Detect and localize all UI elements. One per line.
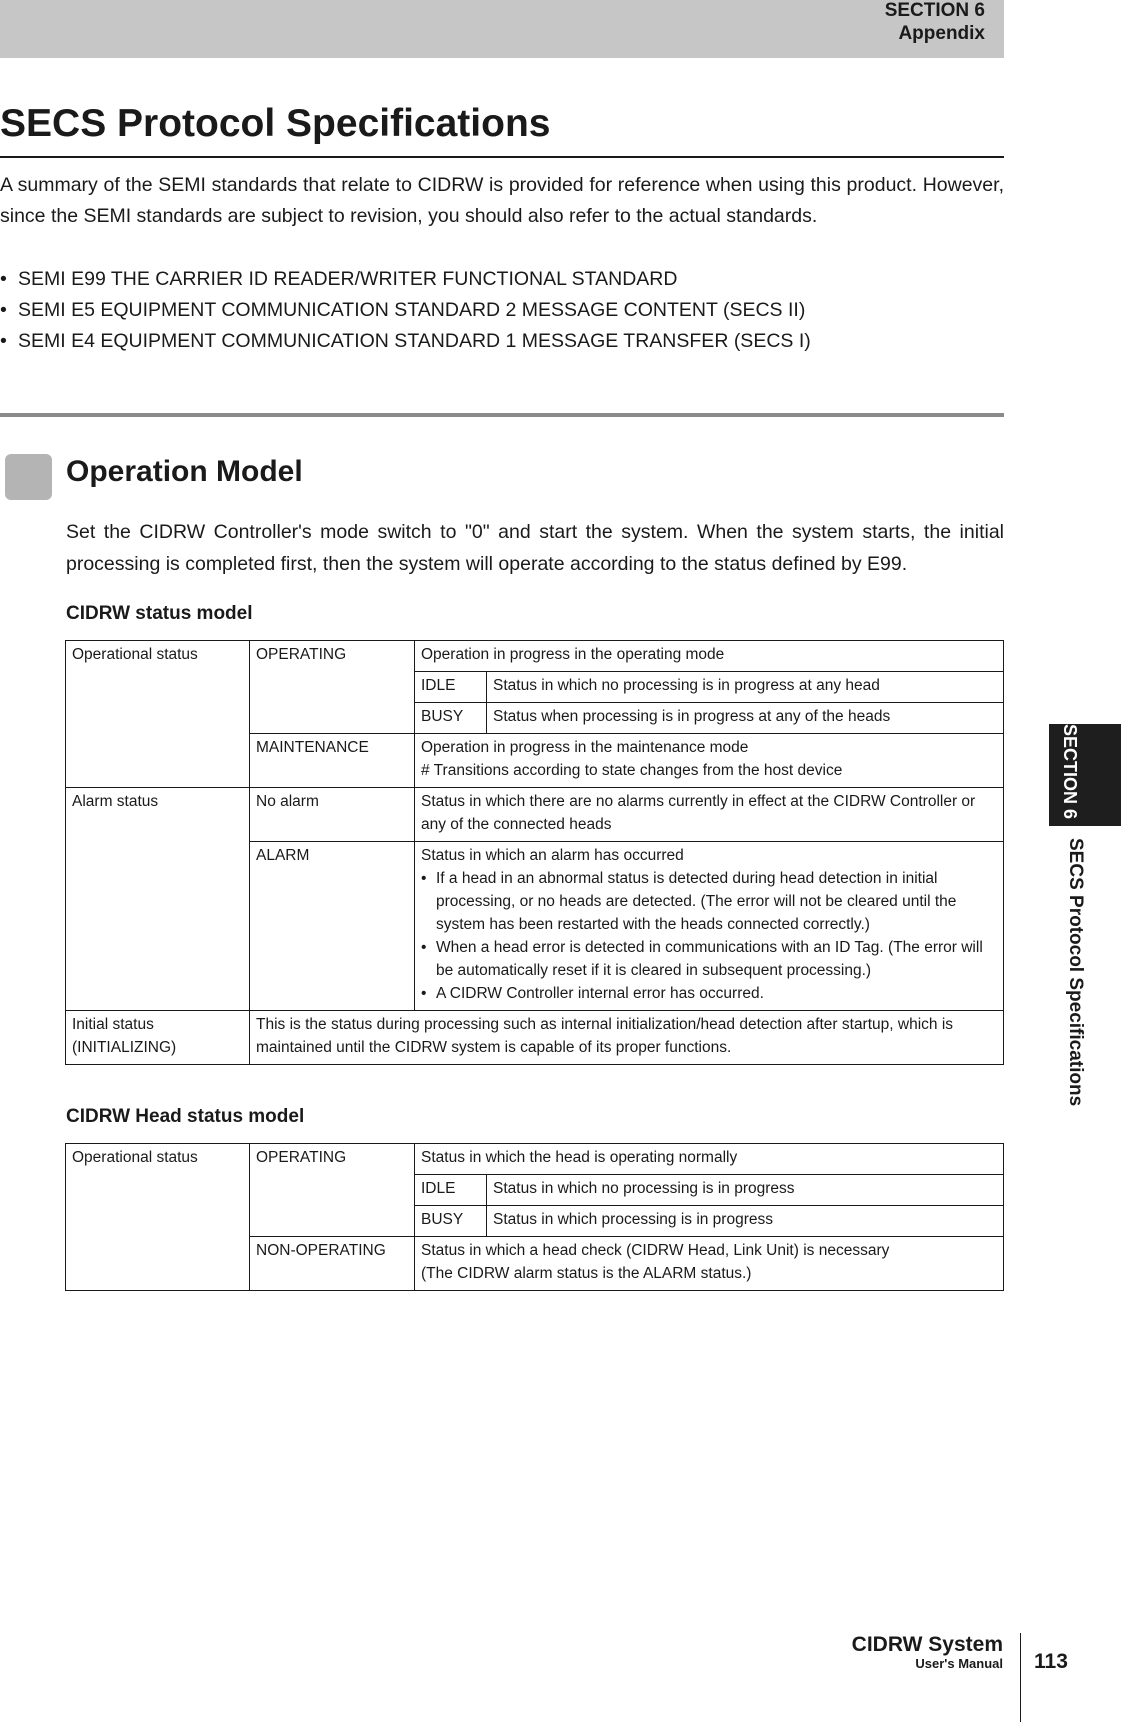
bullet-glyph: •	[421, 985, 427, 1002]
list-item	[421, 936, 997, 982]
table-cell	[66, 1011, 250, 1065]
table-cell: Operation in progress in the operating mode	[415, 641, 1004, 672]
bullet-glyph: •	[0, 299, 7, 321]
standard-e5: SEMI E5 EQUIPMENT COMMUNICATION STANDARD 2 MESSAGE CONTENT (SECS II)	[18, 299, 806, 321]
footer-manual: User's Manual	[915, 1656, 1003, 1671]
bullet-glyph: •	[0, 268, 7, 290]
cell-line: Initial status	[72, 1016, 154, 1033]
table-cell: No alarm	[250, 788, 415, 842]
table-row	[66, 1144, 1004, 1175]
table-cell: OPERATING	[250, 1144, 415, 1237]
cell-line: # Transitions according to state changes from the host device	[421, 762, 843, 779]
table-cell	[415, 734, 1004, 788]
table-cell: BUSY	[415, 1206, 487, 1237]
list-item	[421, 867, 997, 936]
list-item	[0, 295, 811, 326]
table-cell: NON-OPERATING	[250, 1237, 415, 1291]
bullet-glyph: •	[0, 330, 7, 352]
cell-line: Operation in progress in the maintenance mode	[421, 739, 749, 756]
table-cell: Status when processing is in progress at any of the heads	[487, 703, 1004, 734]
table-cell: ALARM	[250, 842, 415, 1011]
side-section-title: SECS Protocol Specifications	[1065, 838, 1086, 1107]
table-cell: Status in which the head is operating normally	[415, 1144, 1004, 1175]
header-subtitle: Appendix	[898, 23, 985, 44]
standards-list	[0, 264, 811, 357]
table-cell: BUSY	[415, 703, 487, 734]
section-marker-icon	[5, 454, 52, 500]
status-model-heading: CIDRW status model	[66, 603, 253, 624]
footer-divider	[1020, 1633, 1021, 1722]
head-model-heading: CIDRW Head status model	[66, 1106, 305, 1127]
alarm-bullet-text: If a head in an abnormal status is detected during head detection in initial processing, or no heads are detected. (The error will not be cleared until the system has been restarted with the heads connected correctly.)	[436, 870, 957, 933]
title-divider	[0, 156, 1004, 158]
intro-paragraph: A summary of the SEMI standards that relate to CIDRW is provided for reference when using this product. However, since the SEMI standards are subject to revision, you should also refer to the actual standards.	[0, 174, 1004, 227]
footer-product: CIDRW System	[851, 1633, 1003, 1656]
head-model-table	[65, 1143, 1004, 1291]
alarm-bullet-list	[421, 867, 997, 1005]
list-item	[0, 326, 811, 357]
table-cell: Status in which no processing is in progress at any head	[487, 672, 1004, 703]
section-heading: Operation Model	[66, 455, 303, 488]
alarm-bullet-text: A CIDRW Controller internal error has occurred.	[436, 985, 764, 1002]
header-band	[0, 0, 1004, 58]
table-cell: IDLE	[415, 672, 487, 703]
table-cell	[415, 1237, 1004, 1291]
cell-line: (INITIALIZING)	[72, 1039, 177, 1056]
table-cell	[415, 842, 1004, 1011]
bullet-glyph: •	[421, 870, 427, 887]
table-cell: Status in which no processing is in progress	[487, 1175, 1004, 1206]
table-row	[66, 788, 1004, 842]
standard-e4: SEMI E4 EQUIPMENT COMMUNICATION STANDARD 1 MESSAGE TRANSFER (SECS I)	[18, 330, 811, 352]
table-cell: Operational status	[66, 641, 250, 788]
cell-line: Status in which an alarm has occurred	[421, 847, 684, 864]
table-cell: Status in which there are no alarms currently in effect at the CIDRW Controller or any of the connected heads	[415, 788, 1004, 842]
table-cell: OPERATING	[250, 641, 415, 734]
cell-line: (The CIDRW alarm status is the ALARM status.)	[421, 1265, 752, 1282]
alarm-bullet-text: When a head error is detected in communications with an ID Tag. (The error will be automatically reset if it is cleared in subsequent processing.)	[436, 939, 983, 979]
table-cell: This is the status during processing such as internal initialization/head detection after startup, which is maintained until the CIDRW system is capable of its proper functions.	[250, 1011, 1004, 1065]
table-cell: Operational status	[66, 1144, 250, 1291]
page-title: SECS Protocol Specifications	[0, 102, 551, 145]
list-item	[0, 264, 811, 295]
section-divider	[0, 413, 1004, 417]
page-number: 113	[1034, 1650, 1068, 1673]
cell-line: Status in which a head check (CIDRW Head, Link Unit) is necessary	[421, 1242, 890, 1259]
section-paragraph: Set the CIDRW Controller's mode switch to "0" and start the system. When the system starts, the initial processing is completed first, then the system will operate according to the status defined by E99.	[66, 521, 1004, 575]
table-cell: Alarm status	[66, 788, 250, 1011]
table-cell: Status in which processing is in progress	[487, 1206, 1004, 1237]
bullet-glyph: •	[421, 939, 427, 956]
section-tab-label: SECTION 6	[1060, 724, 1080, 820]
standard-e99: SEMI E99 THE CARRIER ID READER/WRITER FUNCTIONAL STANDARD	[18, 268, 678, 290]
table-cell: IDLE	[415, 1175, 487, 1206]
list-item	[421, 982, 997, 1005]
header-section-label: SECTION 6	[884, 0, 985, 21]
table-row	[66, 1011, 1004, 1065]
table-cell: MAINTENANCE	[250, 734, 415, 788]
table-row	[66, 641, 1004, 672]
status-model-table	[65, 640, 1004, 1065]
